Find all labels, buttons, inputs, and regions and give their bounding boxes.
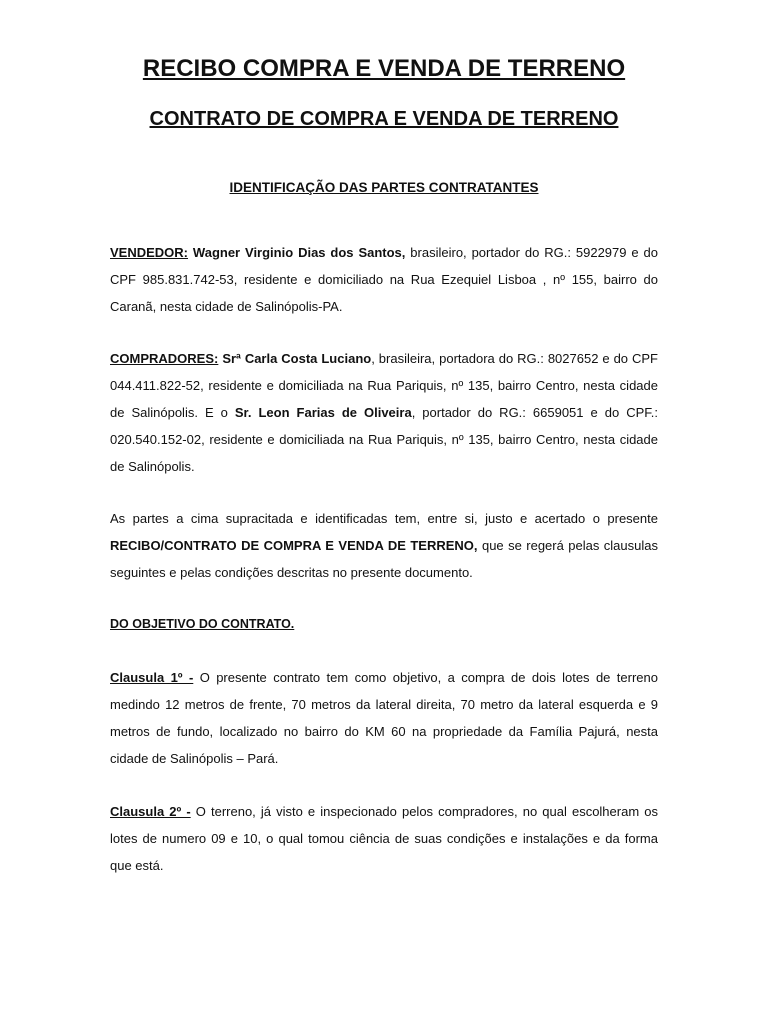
partes-paragraph: [110, 505, 658, 586]
partes-contract-name: RECIBO/CONTRATO DE COMPRA E VENDA DE TERRENO,: [110, 538, 478, 553]
comprador-2-text: , portador do RG.: 6659051 e do CPF.: 020.540.152-02, residente e domiciliada na Rua Pariquis, nº 135, bairro Centro, nesta cidade de Salinópolis.: [110, 405, 658, 474]
vendedor-name: Wagner Virginio Dias dos Santos,: [192, 245, 406, 260]
clausula-2-text: O terreno, já visto e inspecionado pelos compradores, no qual escolheram os lotes de numero 09 e 10, o qual tomou ciência de suas condições e instalações e da forma que está.: [110, 804, 658, 873]
clausula-1-text: O presente contrato tem como objetivo, a compra de dois lotes de terreno medindo 12 metros de frente, 70 metros da lateral direita, 70 metro da lateral esquerda e 9 metros de fundo, localizado no bairro do KM 60 na propriedade da Família Pajurá, nesta cidade de Salinópolis – Pará.: [110, 670, 658, 766]
section-heading-partes: IDENTIFICAÇÃO DAS PARTES CONTRATANTES: [229, 180, 539, 195]
compradores-label: COMPRADORES:: [110, 351, 219, 366]
clausula-2-label: Clausula 2º -: [110, 804, 191, 819]
comprador-2-name: Sr. Leon Farias de Oliveira: [234, 405, 412, 420]
compradores-paragraph: [110, 345, 658, 480]
vendedor-label: VENDEDOR:: [110, 245, 189, 260]
vendedor-text: brasileiro, portador do RG.: 5922979 e do CPF 985.831.742-53, residente e domiciliado na Rua Ezequiel Lisboa , nº 155, bairro do Caranã, nesta cidade de Salinópolis-PA.: [110, 245, 658, 314]
partes-text-1: As partes a cima supracitada e identificadas tem, entre si, justo e acertado o presente: [110, 511, 658, 526]
clausula-2-paragraph: [110, 798, 658, 879]
partes-text-2: que se regerá pelas clausulas seguintes e pelas condições descritas no presente documento.: [110, 538, 658, 580]
comprador-1-name: Srª Carla Costa Luciano: [222, 351, 372, 366]
clausula-1-label: Clausula 1º -: [110, 670, 194, 685]
objetivo-heading: DO OBJETIVO DO CONTRATO.: [110, 617, 295, 631]
document-title: RECIBO COMPRA E VENDA DE TERRENO: [142, 55, 626, 82]
vendedor-paragraph: [110, 239, 658, 320]
document-subtitle: CONTRATO DE COMPRA E VENDA DE TERRENO: [149, 108, 619, 130]
clausula-1-paragraph: [110, 664, 658, 772]
comprador-1-text: , brasileira, portadora do RG.: 8027652 e do CPF 044.411.822-52, residente e domiciliada na Rua Pariquis, nº 135, bairro Centro, nesta cidade de Salinópolis. E o: [110, 351, 658, 420]
